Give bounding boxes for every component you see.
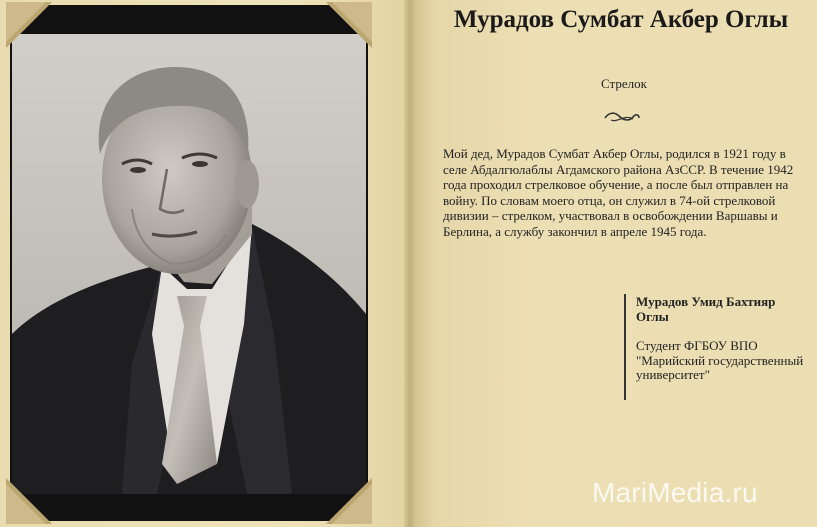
author-name: Мурадов Умид Бахтияр Оглы [636, 294, 776, 324]
photo-corner-bottom-left [6, 478, 52, 524]
biography-text: Мой дед, Мурадов Сумбат Акбер Оглы, родился в 1921 году в селе Абдалгюлаблы Агдамского района АзССР. В течение 1942 года проходил стрелковое обучение, а после был отправлен на войну. По словам моего отца, он служил в 74-ой стрелковой дивизии – стрелком, участвовал в освобождении Варшавы и Берлина, а службу закончил в апреле 1945 года. [443, 146, 794, 239]
portrait-photo-frame [10, 5, 368, 521]
watermark-logo: MariMedia.ru [592, 477, 758, 508]
military-role: Стрелок [601, 76, 647, 91]
author-block [624, 294, 809, 400]
portrait-illustration [12, 34, 366, 494]
author-role: Студент ФГБОУ ВПО "Марийский государственный университет" [636, 338, 804, 382]
photo-corner-top-left [6, 2, 52, 48]
photo-corner-top-right [326, 2, 372, 48]
photo-corner-bottom-right [326, 478, 372, 524]
flourish-ornament-icon [603, 110, 641, 129]
page-title: Мурадов Сумбат Акбер Оглы [453, 6, 789, 33]
portrait-photo[interactable] [12, 34, 366, 494]
book-spine [404, 0, 416, 527]
